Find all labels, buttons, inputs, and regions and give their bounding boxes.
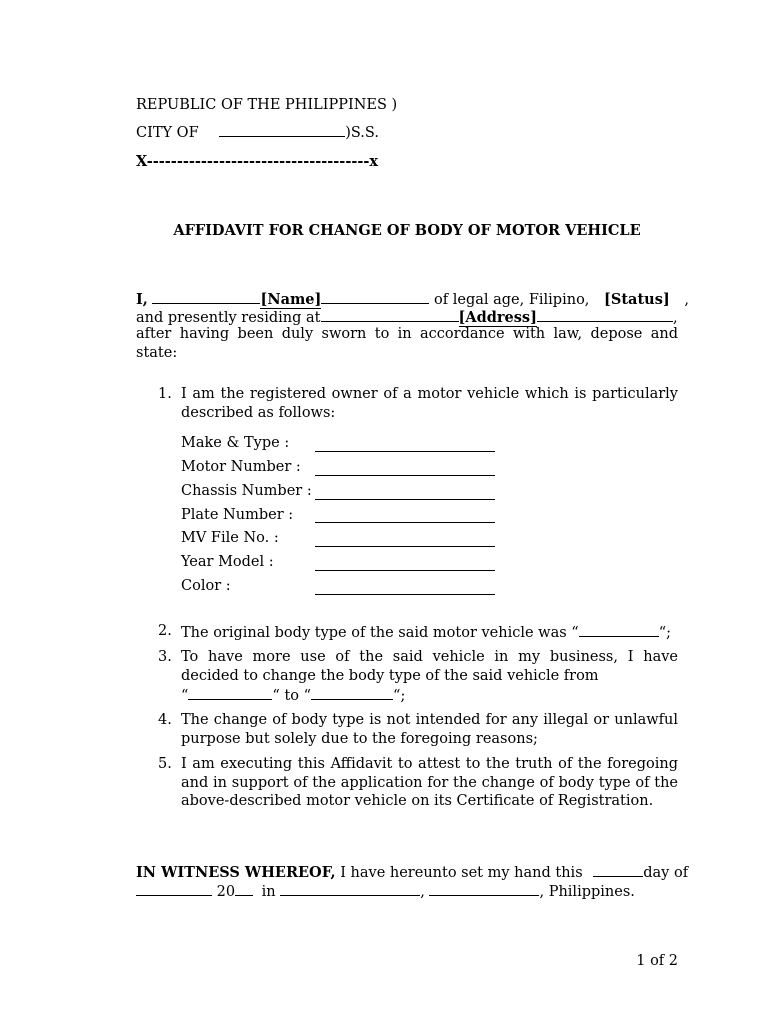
month-blank <box>136 881 212 896</box>
intro-i: I, <box>136 291 148 308</box>
separator-line: X-------------------------------------x <box>136 153 379 170</box>
original-body-blank <box>579 622 659 637</box>
field-color-line <box>315 594 495 595</box>
city-sign-blank <box>280 881 420 896</box>
field-motor-number: Motor Number : <box>181 459 301 475</box>
year-blank <box>235 881 253 896</box>
item-1-text: I am the registered owner of a motor vehicle which is particularly described as follows: <box>181 386 678 421</box>
field-year-model-line <box>315 570 495 571</box>
field-color: Color : <box>181 578 231 594</box>
item-2-number: 2. <box>158 623 172 639</box>
status-placeholder: [Status] <box>604 291 670 308</box>
witness-line-1 <box>136 862 688 882</box>
item-2-text: The original body type of the said motor vehicle was “ “; <box>181 622 678 643</box>
field-mv-file-no-line <box>315 546 495 547</box>
item-4-number: 4. <box>158 712 172 728</box>
intro-line-1 <box>136 289 689 309</box>
document-title: AFFIDAVIT FOR CHANGE OF BODY OF MOTOR VEHICLE <box>173 222 641 239</box>
item-4-text: The change of body type is not intended for any illegal or unlawful purpose but solely due to the foregoing reasons; <box>181 712 678 747</box>
philippines-text: , Philippines. <box>539 884 635 900</box>
from-body-blank <box>188 685 272 700</box>
item-1-number: 1. <box>158 386 172 402</box>
day-blank <box>593 862 643 877</box>
item-3-from-to: “ “ to “ “; <box>181 685 678 706</box>
residing-text: and presently residing at <box>136 310 321 326</box>
field-motor-number-line <box>315 475 495 476</box>
name-blank-right <box>321 289 429 304</box>
field-chassis-number: Chassis Number : <box>181 483 312 499</box>
city-of-label: CITY OF <box>136 125 199 141</box>
field-make-type-line <box>315 451 495 452</box>
field-mv-file-no: MV File No. : <box>181 530 279 546</box>
city-line <box>136 122 379 142</box>
address-blank-left <box>321 307 459 322</box>
item-3-number: 3. <box>158 649 172 665</box>
field-plate-number: Plate Number : <box>181 507 294 523</box>
field-plate-number-line <box>315 522 495 523</box>
witness-line-2: 20 in , , Philippines. <box>136 881 635 901</box>
city-blank <box>219 122 345 137</box>
name-blank-left <box>152 289 260 304</box>
page-number: 1 of 2 <box>636 953 678 969</box>
item-5-number: 5. <box>158 756 172 772</box>
name-placeholder: [Name] <box>260 291 322 308</box>
item-3-text: To have more use of the said vehicle in my business, I have decided to change the body type of the said vehicle from <box>181 649 678 684</box>
ss-label: )S.S. <box>345 125 379 141</box>
witness-bold: IN WITNESS WHEREOF, <box>136 864 336 881</box>
legal-age-text: of legal age, Filipino, <box>434 292 590 308</box>
intro-line-2: and presently residing at [Address] , <box>136 309 678 326</box>
field-make-type: Make & Type : <box>181 435 290 451</box>
province-sign-blank <box>429 881 539 896</box>
republic-line: REPUBLIC OF THE PHILIPPINES ) <box>136 97 398 113</box>
intro-comma: , <box>684 292 689 308</box>
field-year-model: Year Model : <box>181 554 274 570</box>
witness-text: I have hereunto set my hand this <box>340 865 583 881</box>
field-chassis-number-line <box>315 499 495 500</box>
year-prefix: 20 <box>216 884 236 900</box>
in-text: in <box>261 884 276 900</box>
address-placeholder: [Address] <box>458 309 537 326</box>
address-blank-right <box>537 307 673 322</box>
sworn-text: after having been duly sworn to in accordance with law, depose and state: <box>136 326 678 361</box>
day-of-text: day of <box>643 865 689 881</box>
item-5-text: I am executing this Affidavit to attest to the truth of the foregoing and in support of the application for the change of body type of the above-described motor vehicle on its Certificate of Registration. <box>181 756 678 809</box>
to-body-blank <box>311 685 393 700</box>
